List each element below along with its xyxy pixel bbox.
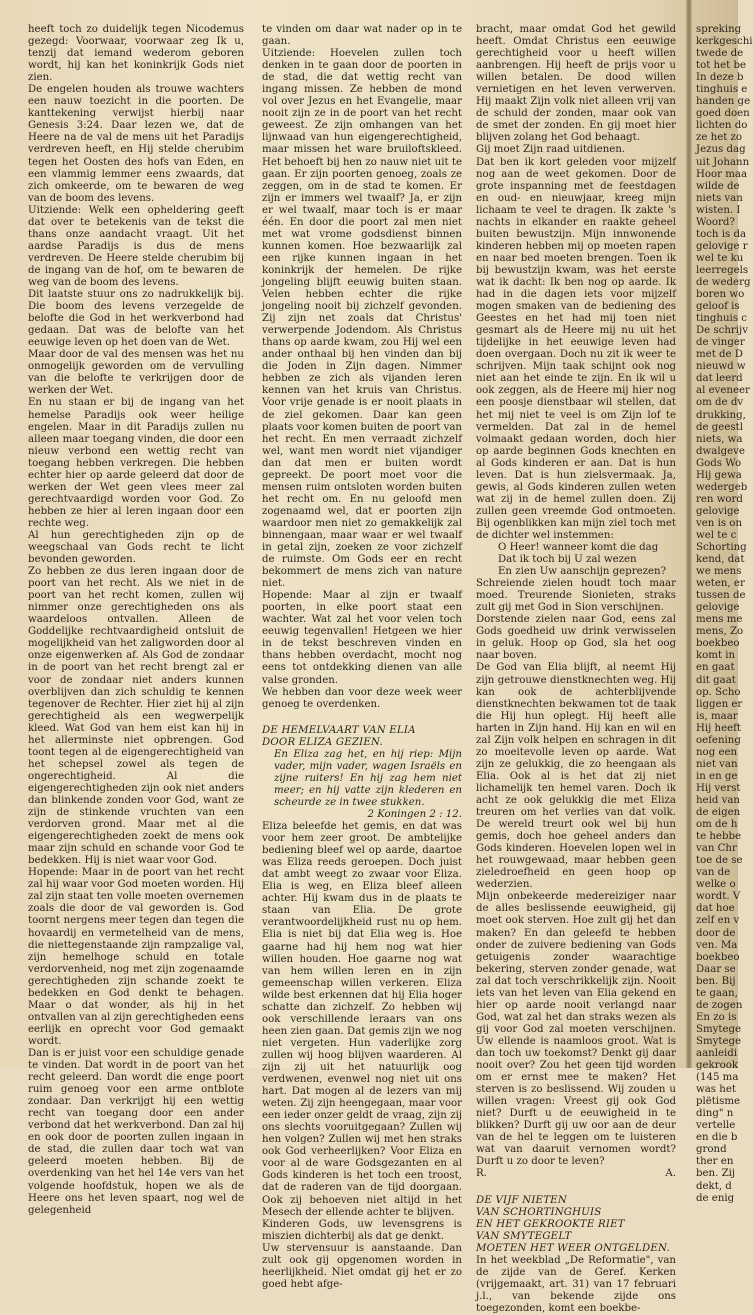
paragraph: Hopende: Maar al zijn er twaalf poorten, in elke poort staat een wachter. Wat zal het voor velen toch eeuwig tegenvallen! Hetgeen we hier in de tekst beschreven vinden en thans hebben overdacht, mocht nog eens tot ontdekking dienen van alle valse gronden.: [262, 590, 462, 686]
cropped-line: handen ge: [696, 96, 751, 108]
cropped-line: mens me: [696, 614, 743, 626]
cropped-line: Woord?: [696, 216, 735, 228]
paragraph: We hebben dan voor deze week weer genoeg te overdenken.: [262, 686, 462, 710]
cropped-line: boekbeo: [696, 951, 740, 963]
cropped-line: wedergeb: [696, 481, 748, 493]
cropped-line: wordt. V: [696, 891, 741, 903]
cropped-line: (145 ma: [696, 1072, 739, 1084]
cropped-line: kend, dat: [696, 554, 745, 566]
cropped-line: gelovige: [696, 602, 740, 614]
cropped-line: en die b: [696, 1132, 738, 1144]
cropped-line: Daar se: [696, 963, 736, 975]
poem-line: Dat ik toch bij U zal wezen: [498, 554, 637, 566]
cropped-line: Smytege: [696, 1035, 742, 1047]
cropped-line: mens, Zo: [696, 626, 744, 638]
cropped-line: kerkgeschi: [696, 36, 753, 48]
cropped-line: ben. Bij: [696, 975, 736, 987]
cropped-line: tinghuis c: [696, 313, 747, 325]
cropped-line: door de: [696, 927, 736, 939]
cropped-line: niet van: [696, 758, 738, 770]
cropped-line: gekrook: [696, 1060, 739, 1072]
cropped-line: was het: [696, 1084, 736, 1096]
paragraph: Zo hebben ze dus leren ingaan door de poort van het recht. Als we niet in de poort van het recht komen, zullen wij nimmer onze gerechtigheden ons als waardeloos ontvallen. Alleen de Goddelijke rechtvaardigheid ontsluit de mogelijkheid van het zaligworden door al onze eigenwerken af. Als God de zondaar in de poort van het recht brengt zal er voor de zondaar niet anders kunnen overblijven dan zich schuldig te kennen tegenover de Rechter. Hier ziet hij al zijn gerechtigheid als een wegwerpelijk kleed. Wat God van hem eist kan hij in het allerminste niet opbrengen. God toont tegen al de eigengerechtigheid van het schepsel zowel als tegen de ongerechtigheid. Al die eigengerechtigheden zijn ook niet anders dan blinkende zonden voor God, want ze zijn de stinkende vruchten van een verdorven grond. Maar met al die eigengerechtigheden zoekt de mens ook maar zijn schuld en schande voor God te bedekken. Hij is niet waar voor God.: [28, 566, 244, 867]
cropped-line: te gaan,: [696, 987, 738, 999]
cropped-line: van de: [696, 867, 731, 879]
cropped-line: oefening: [696, 734, 741, 746]
signature-initial-left: R.: [476, 1168, 487, 1180]
cropped-line: de enig: [696, 1192, 735, 1204]
cropped-line: toe de se: [696, 855, 743, 867]
cropped-line: dwalgeve: [696, 445, 745, 457]
column-4-cropped: [696, 24, 753, 1205]
cropped-line: van Chr: [696, 843, 737, 855]
cropped-line: de zogen: [696, 999, 743, 1011]
cropped-line: te hebbe: [696, 831, 742, 843]
cropped-line: De schrijv: [696, 325, 748, 337]
cropped-line: de vinger: [696, 337, 745, 349]
cropped-line: dat leerd: [696, 373, 743, 385]
poem-line: En zien Uw aanschijn geprezen?: [498, 566, 667, 578]
paragraph: Dan is er juist voor een schuldige genade te vinden. Dat wordt in de poort van het recht geleerd. Dan wordt die enge poort ruim genoeg voor een arme ontblote zondaar. Dan verkrijgt hij een wettig recht van toegang door een ander verbond dat het werkverbond. Dan zal hij en ook door de poorten zullen ingaan in de stad, die zullen daar toch wat van geleerd moeten hebben. Bij de overdenking van het hel 14e vers van het volgende hoofdstuk, hopen we als de Heere ons het leven spaart, nog wel de gelegenheid: [28, 1047, 244, 1216]
paragraph: Uw stervensuur is aanstaande. Dan zult ook gij opgenomen worden in heerlijkheid. Niet omdat gij het er zo goed hebt afge-: [262, 1242, 462, 1290]
paragraph: Gij moet Zijn raad uitdienen.: [476, 144, 626, 156]
page-fold: [686, 0, 692, 1068]
cropped-line: tussen de: [696, 590, 746, 602]
article-heading-nieten: DE VIJF NIETEN VAN SCHORTINGHUIS EN HET GEKROOKTE RIET VAN SMYTEGELT MOETEN HET WEER ONTGELDEN.: [476, 1194, 670, 1254]
paragraph: En nu staan er bij de ingang van het hemelse Paradijs ook weer heilige engelen. Maar in dit Paradijs zullen nu alleen maar toegang vinden, die door een nieuw verbond een wettig recht van toegang hebben verkregen. Die hebben echter hier op aarde geleerd dat door de werken der Wet geen vlees meer zal gerechtvaardigd worden voor God. Zo hebben ze hier al leren ingaan door een rechte weg.: [28, 397, 244, 529]
cropped-line: lichten do: [696, 120, 748, 132]
article-heading-elia: DE HEMELVAART VAN ELIA DOOR ELIZA GEZIEN.: [262, 724, 416, 748]
poem-line: O Heer! wanneer komt die dag: [498, 542, 659, 554]
cropped-line: aanleidi: [696, 1047, 738, 1059]
cropped-line: niets van: [696, 192, 743, 204]
cropped-line: is, maar: [696, 710, 738, 722]
cropped-line: spreking: [696, 24, 742, 35]
paragraph: te vinden om daar wat nader op in te gaan.: [262, 24, 462, 48]
cropped-line: gelovige r: [696, 240, 748, 252]
cropped-line: uit Johann: [696, 156, 750, 168]
cropped-line: ze het zo: [696, 132, 743, 144]
cropped-line: en gaat: [696, 662, 735, 674]
signature-initial-right: A.: [665, 1168, 676, 1180]
paragraph: Eliza beleefde het gemis, en dat was voor hem zeer groot. De ambtelijke bediening bleef wel op aarde, daartoe was Eliza reeds geroepen. Doch juist dat ambt weegt zo zwaar voor Eliza. Elia is weg, en Eliza bleef alleen achter. Hij kwam dus in de plaats te staan van Elia. De grote verantwoordelijkheid rust nu op hem. Elia is niet bij dat Elia weg is. Hoe gaarne had hij hem nog wat hier willen houden. Hoe gaarne nog wat van hem willen leren en in zijn gemeenschap willen verkeren. Eliza wilde best erkennen dat hij Elia hoger schatte dan zichzelf. Zo hebben wij ook verschillende leraars van ons heen zien gaan. Dat gemis zijn we nog niet vergeten. Hun vaderlijke zorg zullen wij hoog blijven waarderen. Al zijn zij uit het natuurlijk oog verdwenen, evenwel nog niet uit ons hart. Dat mogen al de lezers van mij weten. Zij zijn heengegaan, maar voor een ieder onzer geldt de vraag, zijn zij ons slechts vooruitgegaan? Zullen wij hen volgen? Zullen wij met hen straks ook God verheerlijken? Voor Eliza en voor al de ware Godsgezanten en al Gods kinderen is het toch een troost, dat de raderen van de tijd doorgaan. Ook zij behoeven niet altijd in het Mesech der ellende achter te blijven.: [262, 821, 462, 1218]
paragraph: Uitziende: Welk een opheldering geeft dat over te betekenis van de tekst die thans onze aandacht vraagt. Uit het aardse Paradijs is dus de mens verdreven. De Heere stelde cherubim bij de ingang van de hof, om te bewaren de weg van de boom des levens.: [28, 204, 244, 288]
cropped-line: Hij verst: [696, 782, 741, 794]
paragraph: In het weekblad „De Reformatie", van de zijde van de Geref. Kerken (vrijgemaakt, art. 31) van 17 februari j.l., van bekende zijde ons toegezonden, komt een boekbe-: [476, 1254, 676, 1314]
cropped-line: ven is on: [696, 517, 743, 529]
cropped-line: liggen er: [696, 698, 743, 710]
cropped-line: wel te c: [696, 529, 737, 541]
column-1: [28, 24, 244, 1217]
cropped-line: ven. Ma: [696, 939, 738, 951]
paragraph: Mijn onbekeerde medereiziger naar de alles beslissende eeuwigheid, gij moet ook sterven. Hoe zult gij het dan maken? En dan geleefd te hebben onder de zuivere bediening van Gods getuigenis zonder waarachtige bekering, sterven zonder genade, wat zal dat toch verschrikkelijk zijn. Nooit iets van het leven van Elia gekend en hier op aarde nooit verlangd naar God, wat zal het dan straks wezen als gij voor God zal moeten verschijnen. Uw ellende is naamloos groot. Wat is dan toch uw toekomst? Denkt gij daar nooit over? Zou het geen tijd worden om er ernst mee te maken? Het sterven is zo beslissend. Wij zouden u willen vragen: Vreest gij ook God niet? Durft u de eeuwigheid in te blikken? Durft gij uw oor aan de deur van de hel te leggen om te luisteren wat van daaruit vernomen wordt? Durft u zo door te leven?: [476, 891, 676, 1168]
cropped-line: vertelle: [696, 1120, 736, 1132]
cropped-line: wilde de: [696, 180, 740, 192]
column-3: [476, 24, 676, 1315]
column-2: [262, 24, 462, 1291]
cropped-line: de wederg: [696, 276, 751, 288]
cropped-line: ren word: [696, 493, 743, 505]
cropped-line: boren wo: [696, 289, 745, 301]
cropped-line: ding" n: [696, 1108, 734, 1120]
spacer: [476, 1181, 676, 1189]
cropped-line: leerregels: [696, 264, 749, 276]
paragraph: Uitziende: Hoevelen zullen toch denken in te gaan door de poorten in de stad, die dat wettig recht van ingang missen. Ze hebben de mond vol over Jezus en het Evangelie, maar nooit zijn ze in de poort van het recht geweest. Ze zijn omhangen van het lijnwaad van hun eigengerechtigheid, maar missen het ware bruiloftskleed. Het behoeft bij hen zo nauw niet uit te gaan. Er zijn poorten genoeg, zoals ze zeggen, om in de stad te komen. Er zijn er immers wel twaalf? Ja, er zijn er wel twaalf, maar toch is er maar één. En door die poort zal men niet met wat vrome godsdienst binnen kunnen komen. Hoe bezwaarlijk zal een rijke kunnen ingaan in het koninkrijk der hemelen. De rijke jongeling blijft eeuwig buiten staan. Velen hebben echter die rijke jongeling nooit bij zichzelf gevonden. Zij zijn net zoals dat Christus' verwerpende Jodendom. Als Christus thans op aarde kwam, zou Hij wel een ander onthaal bij hen vinden dan bij die Joden in Zijn dagen. Nimmer hebben ze zich als vijanden leren kennen van het kruis van Christus. Voor vrije genade is er nooit plaats in de ziel gekomen. Daar kan geen plaats voor komen buiten de poort van het recht. En men verraadt zichzelf wel, want men wordt niet vijandiger dan dat men er buiten wordt gepreekt. De poort moet voor die mensen ruim ontsloten worden buiten het recht om. En nu geloofd men zogenaamd wel, dat er poorten zijn waardoor men niet zo gemakkelijk zal binnengaan, maar waar er wel twaalf in getal zijn, zoeken ze voor zichzelf de ruimste. Om Gods eer en recht bekommert de mens zich van nature niet.: [262, 48, 462, 590]
cropped-line: de eigen: [696, 807, 741, 819]
cropped-line: In deze b: [696, 72, 744, 84]
scripture-quote: En Eliza zag het, en hij riep: Mijn vader, mijn vader, wagen Israëls en zijne ruiters! En hij zag hem niet meer; en hij vatte zijn klederen en scheurde ze in twee stukken.: [274, 748, 462, 808]
cropped-line: Smytege: [696, 1023, 742, 1035]
cropped-line: komt in: [696, 650, 736, 662]
cropped-line: dat hoe: [696, 903, 735, 915]
cropped-line: Hij gewa: [696, 469, 742, 481]
paragraph: Kinderen Gods, uw levensgrens is miszien dichterbij als dat ge denkt.: [262, 1218, 462, 1242]
paragraph: De engelen houden als trouwe wachters een nauw toezicht in die poorten. De kanttekening verwijst hierbij naar Genesis 3:24. Daar lezen we, dat de Heere na de val de mens uit het Paradijs verdreven heeft, en Hij stelde cherubim tegen het Oosten des hofs van Eden, en een vlammig lemmer eens zwaards, dat zich omkeerde, om te bewaren de weg van de boom des levens.: [28, 84, 244, 204]
paragraph: Al hun gerechtigheden zijn op de weegschaal van Gods recht te licht bevonden geworden.: [28, 529, 244, 566]
cropped-line: tot het be: [696, 60, 747, 72]
paragraph: bracht, maar omdat God het gewild heeft. Omdat Christus een eeuwige gerechtigheid voor u heeft willen aanbrengen. Hij heeft de prijs voor u willen betalen. De dood willen vernietigen en het leven verwerven. Hij maakt Zijn volk niet alleen vrij van de schuld der zonden, maar ook van de smet der zonden. En gij moet hier blijven zolang het God behaagt.: [476, 24, 676, 144]
cropped-line: de geestl: [696, 421, 743, 433]
signature-line: [476, 1168, 676, 1180]
cropped-line: Gods Wo: [696, 457, 742, 469]
cropped-line: Hij heeft: [696, 722, 742, 734]
cropped-line: al eveneer: [696, 385, 750, 397]
paragraph: heeft toch zo duidelijk tegen Nicodemus gezegd: Voorwaar, voorwaar zeg Ik u, tenzij dat iemand wederom geboren wordt, hij kan het koninkrijk Gods niet zien.: [28, 24, 244, 84]
cropped-line: plëtisme: [696, 1096, 741, 1108]
cropped-line: weten, er: [696, 578, 745, 590]
paragraph: Hopende: Maar in de poort van het recht zal hij waar voor God moeten worden. Hij zal zijn staat ten volle moeten overnemen zoals die door de val geworden is. God toornt nergens meer tegen dan tegen die hovaardij en vermetelheid van de mens, die niettegenstaande zijn rampzalige val, zijn hemelhoge schuld en totale verdorvenheid, nog met zijn zogenaamde gerechtigheden zijn schande zoekt te bedekken en God denkt te behagen. Maar o dat wonder, als hij in het ontvallen van al zijn gerechtigheden eens eerlijk en oprecht voor God gemaakt wordt.: [28, 867, 244, 1047]
cropped-line: welke o: [696, 879, 736, 891]
cropped-line: grond: [696, 1144, 727, 1156]
paragraph: Dat ben ik kort geleden voor mijzelf nog aan de weet gekomen. Door de grote inspanning met de feestdagen en oud- en nieuwjaar, kreeg mijn lichaam te veel te dragen. Ik zakte 's nachts in elkander en raakte geheel buiten bewustzijn. Mijn innwonende kinderen hebben mij op moeten rapen en naar bed moeten brengen. Toen ik bij bewustzijn kwam, was het eerste wat ik dacht: Ik ben nog op aarde. Ik had in die dagen iets voor mijzelf mogen smaken van de bediening des Geestes en het had mij toen niet gesmart als de Heere mij nu uit het tijdelijke in het eeuwige leven had doen overgaan. Doch nu zit ik weer te schrijven. Mijn taak schijnt ook nog niet aan het einde te zijn. En ik wil u ook zeggen, als de Heere mij hier nog een poosje dienstbaar wil stellen, dat het mij niet te veel is om Zijn lof te vermelden. Dat zal in de hemel volmaakt gedaan worden, doch hier op aarde beginnen Gods knechten en al Gods kinderen er aan. Dat is hun leven. Dat is hun zielsvermaak. Ja, gewis, al Gods kinderen zullen weten wat zij in de hemel zullen doen. Zij zullen geen vreemde God ontmoeten. Bij ogenblikken kan mijn ziel toch met de dichter wel instemmen:: [476, 156, 676, 541]
cropped-line: Jezus dag: [696, 144, 746, 156]
cropped-line: boekbeo: [696, 638, 740, 650]
cropped-line: ther en: [696, 1156, 734, 1168]
cropped-line: dit gaat: [696, 674, 736, 686]
cropped-line: niets, wa: [696, 433, 743, 445]
cropped-line: ben. Zij: [696, 1168, 736, 1180]
cropped-line: dekt, d: [696, 1180, 732, 1192]
cropped-line: goed doen: [696, 108, 750, 120]
scripture-reference: 2 Koningen 2 : 12.: [367, 809, 462, 820]
cropped-line: Schorting: [696, 542, 747, 554]
cropped-line: En zo is: [696, 1011, 737, 1023]
spacer: [262, 711, 462, 719]
cropped-line: in en ge: [696, 770, 738, 782]
cropped-line: tinghuis e: [696, 84, 748, 96]
cropped-line: zelf en v: [696, 915, 740, 927]
cropped-line: op. Scho: [696, 686, 741, 698]
cropped-line: om de h: [696, 819, 738, 831]
cropped-line: drukking,: [696, 409, 746, 421]
cropped-line: nog een: [696, 746, 738, 758]
cropped-line: wisten. I: [696, 204, 741, 216]
paragraph: Maar door de val des mensen was het nu onmogelijk geworden om de vervulling van die belofte te verkrijgen door de werken der Wet.: [28, 349, 244, 397]
paragraph: Schreiende zielen houdt toch maar moed. Treurende Sionieten, straks zult gij met God in Sion verschijnen.: [476, 578, 676, 614]
cropped-line: wel te ku: [696, 252, 744, 264]
cropped-line: met de D: [696, 349, 743, 361]
cropped-line: gelovige: [696, 505, 740, 517]
cropped-line: twede de: [696, 48, 744, 60]
paragraph: Dorstende zielen naar God, eens zal Gods goedheid uw drink verwisselen in geluk. Hoop op God, sla het oog naar boven.: [476, 614, 676, 662]
cropped-line: we mens: [696, 566, 742, 578]
cropped-line: Hoor maa: [696, 168, 748, 180]
paragraph: De God van Elia blijft, al neemt Hij zijn getrouwe dienstknechten weg. Hij kan ook de achterblijvende dienstknechten bekwamen tot de taak die Hij hun oplegt. Hij heeft alle harten in Zijn hand. Hij kan en wil en zal Zijn volk helpen en schragen in dit zo moeitevolle leven op aarde. Wat zijn ze gelukkig, die zo heengaan als Elia. Ook al is het dat zij niet lichamelijk ten hemel varen. Doch ik acht ze ook gelukkig die met Eliza treuren om het verlies van dat volk. De wereld treurt ook wel bij hun gemis, doch hoe geheel anders dan Gods kinderen. Hoevelen lopen wel in het rouwgewaad, maar hebben geen zieledroefheid en geen hoop op wederzien.: [476, 662, 676, 891]
paragraph: Dit laatste stuur ons zo nadrukkelijk bij. Die boom des levens verzegelde de belofte die God in het werkverbond had gedaan. Dat was de belofte van het eeuwige leven op het doen van de Wet.: [28, 289, 244, 349]
cropped-line: nieuwd w: [696, 361, 746, 373]
cropped-line: om de dv: [696, 397, 744, 409]
cropped-line: heid van: [696, 795, 740, 806]
cropped-line: toch is da: [696, 228, 747, 240]
cropped-line: geloof is: [696, 301, 740, 313]
